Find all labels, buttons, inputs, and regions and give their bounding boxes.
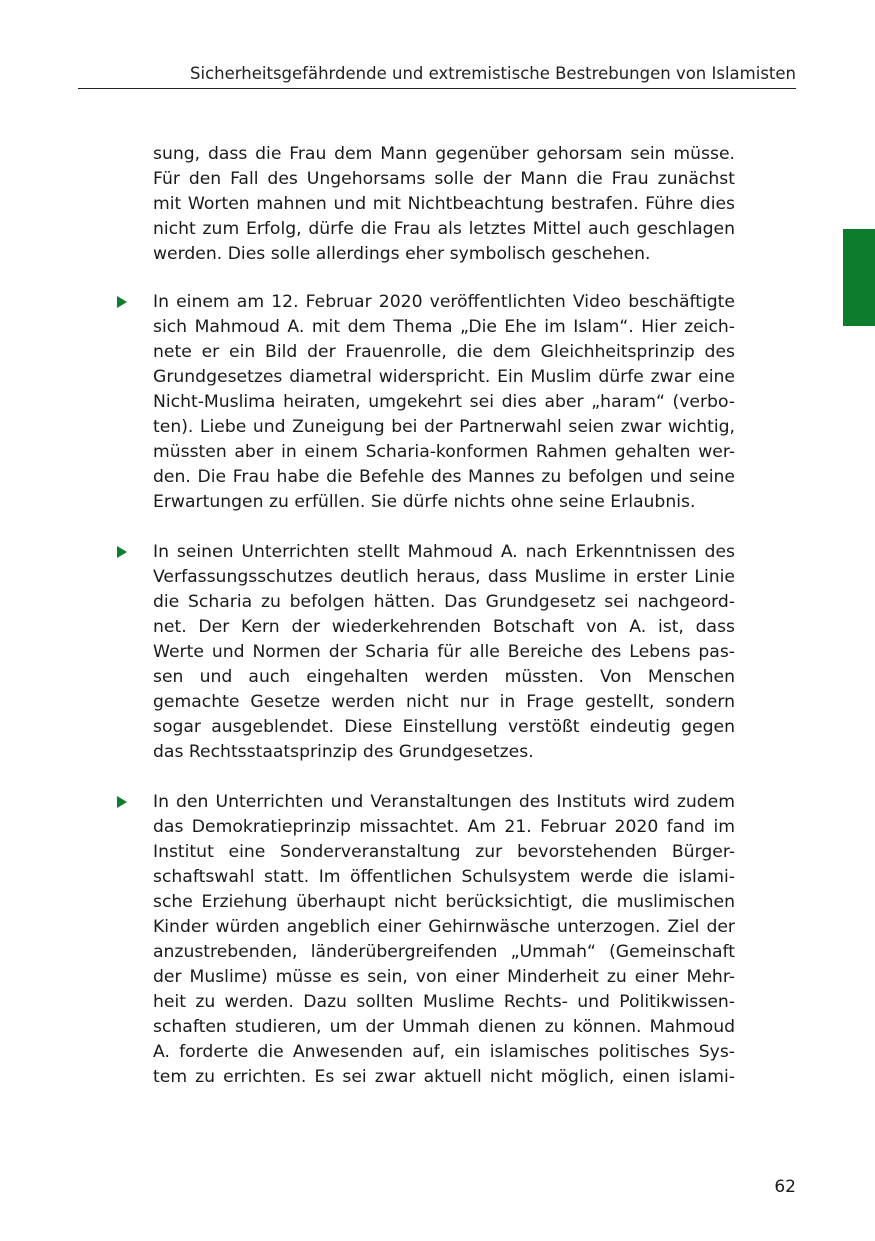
bullet-paragraph-sharia (153, 540, 735, 765)
text-line: net. Der Kern der wiederkehrenden Botschaft von A. ist, dass (153, 617, 735, 637)
text-line: Institut eine Sonderveranstaltung zur bevorstehenden Bürger- (153, 842, 735, 862)
text-line: sche Erziehung überhaupt nicht berücksichtigt, die muslimischen (153, 892, 735, 912)
header-rule (78, 88, 796, 89)
text-line: das Demokratieprinzip missachtet. Am 21. Februar 2020 fand im (153, 817, 735, 837)
page-number: 62 (774, 1177, 796, 1197)
bullet-marker-icon (117, 546, 127, 558)
text-line: das Rechtsstaatsprinzip des Grundgesetzes. (153, 742, 534, 762)
text-line: In den Unterrichten und Veranstaltungen des Instituts wird zudem (153, 792, 735, 812)
text-line: sen und auch eingehalten werden müssten. Von Menschen (153, 667, 735, 687)
text-line: sogar ausgeblendet. Diese Einstellung verstößt eindeutig gegen (153, 717, 735, 737)
text-line: Nicht-Muslima heiraten, umgekehrt sei dies aber „haram“ (verbo- (153, 392, 735, 412)
text-line: den. Die Frau habe die Befehle des Mannes zu befolgen und seine (153, 467, 735, 487)
text-line: nete er ein Bild der Frauenrolle, die dem Gleichheitsprinzip des (153, 342, 735, 362)
text-line: sung, dass die Frau dem Mann gegenüber gehorsam sein müsse. (153, 144, 735, 164)
text-line: werden. Dies solle allerdings eher symbolisch geschehen. (153, 244, 651, 264)
text-line: Für den Fall des Ungehorsams solle der Mann die Frau zunächst (153, 169, 735, 189)
text-line: schaften studieren, um der Ummah dienen zu können. Mahmoud (153, 1017, 735, 1037)
text-line: sich Mahmoud A. mit dem Thema „Die Ehe im Islam“. Hier zeich- (153, 317, 735, 337)
text-line: ten). Liebe und Zuneigung bei der Partnerwahl seien zwar wichtig, (153, 417, 735, 437)
text-line: A. forderte die Anwesenden auf, ein islamisches politisches Sys- (153, 1042, 735, 1062)
bullet-marker-icon (117, 796, 127, 808)
text-line: die Scharia zu befolgen hätten. Das Grundgesetz sei nachgeord- (153, 592, 735, 612)
text-line: müssten aber in einem Scharia-konformen Rahmen gehalten wer- (153, 442, 735, 462)
text-line: In seinen Unterrichten stellt Mahmoud A. nach Erkenntnissen des (153, 542, 735, 562)
text-line: anzustrebenden, länderübergreifenden „Ummah“ (Gemeinschaft (153, 942, 735, 962)
text-line: Verfassungsschutzes deutlich heraus, dass Muslime in erster Linie (153, 567, 735, 587)
chapter-side-tab (843, 229, 875, 326)
text-line: Werte und Normen der Scharia für alle Bereiche des Lebens pas- (153, 642, 735, 662)
text-line: gemachte Gesetze werden nicht nur in Frage gestellt, sondern (153, 692, 735, 712)
bullet-paragraph-marriage-video (153, 290, 735, 515)
running-header: Sicherheitsgefährdende und extremistische Bestrebungen von Islamisten (190, 64, 796, 83)
text-line: der Muslime) müsse es sein, von einer Minderheit zu einer Mehr- (153, 967, 735, 987)
text-line: heit zu werden. Dazu sollten Muslime Rechts- und Politikwissen- (153, 992, 735, 1012)
text-line: schaftswahl statt. Im öffentlichen Schulsystem werde die islami- (153, 867, 735, 887)
bullet-paragraph-democracy (153, 790, 735, 1090)
paragraph-continuation (153, 142, 735, 267)
text-line: tem zu errichten. Es sei zwar aktuell nicht möglich, einen islami- (153, 1067, 735, 1087)
text-line: mit Worten mahnen und mit Nichtbeachtung bestrafen. Führe dies (153, 194, 735, 214)
text-line: Kinder würden angeblich einer Gehirnwäsche unterzogen. Ziel der (153, 917, 735, 937)
text-line: Erwartungen zu erfüllen. Sie dürfe nichts ohne seine Erlaubnis. (153, 492, 696, 512)
text-line: Grundgesetzes diametral widerspricht. Ein Muslim dürfe zwar eine (153, 367, 735, 387)
text-line: nicht zum Erfolg, dürfe die Frau als letztes Mittel auch geschlagen (153, 219, 735, 239)
bullet-marker-icon (117, 296, 127, 308)
text-line: In einem am 12. Februar 2020 veröffentlichten Video beschäftigte (153, 292, 735, 312)
